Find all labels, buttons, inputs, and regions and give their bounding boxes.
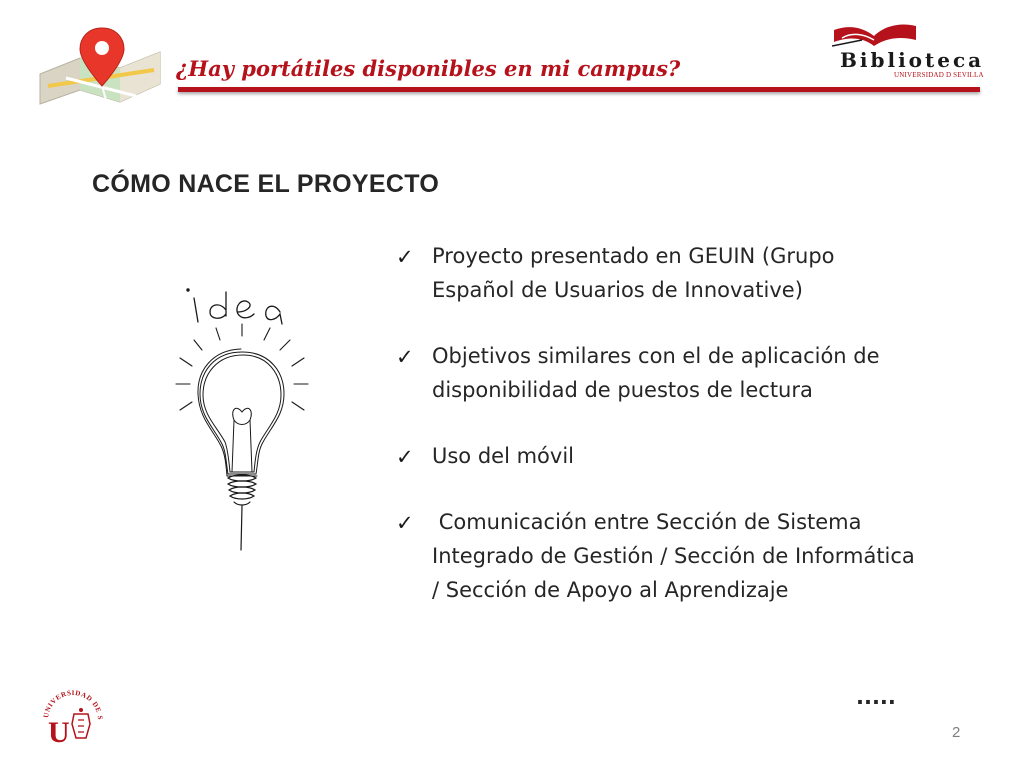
open-book-icon [832,20,918,48]
list-item [396,339,916,407]
continuation-ellipsis: ..... [856,685,896,709]
library-logo-name: Biblioteca [840,48,985,72]
university-seal-logo [38,682,108,752]
checkmark-icon: ✓ [396,511,414,535]
checkmark-icon: ✓ [396,445,414,469]
section-heading: CÓMO NACE EL PROYECTO [92,170,440,198]
list-item-text: Uso del móvil [432,444,574,468]
map-pin-icon [36,24,166,108]
checkmark-icon: ✓ [396,345,414,369]
library-logo [828,20,985,80]
header-divider [178,87,980,92]
list-item-text: Comunicación entre Sección de Sistema Integrado de Gestión / Sección de Informática / Sección de Apoyo al Aprendizaje [432,510,922,602]
idea-lightbulb-icon [170,270,320,555]
checkmark-icon: ✓ [396,245,414,269]
svg-text:UNIVERSIDAD DE SEVILLA: UNIVERSIDAD DE S [42,688,105,721]
list-item-text: Objetivos similares con el de aplicación de disponibilidad de puestos de lectura [432,344,880,402]
list-item [396,239,916,307]
list-item [396,505,922,607]
list-item [396,439,916,473]
library-logo-subtitle: UNIVERSIDAD D SEVILLA [894,71,984,79]
page-title: ¿Hay portátiles disponibles en mi campus? [176,56,681,81]
svg-text:U: U [48,716,70,749]
list-item-text: Proyecto presentado en GEUIN (Grupo Español de Usuarios de Innovative) [432,244,835,302]
page-number: 2 [952,724,961,741]
bullet-list [396,239,922,639]
